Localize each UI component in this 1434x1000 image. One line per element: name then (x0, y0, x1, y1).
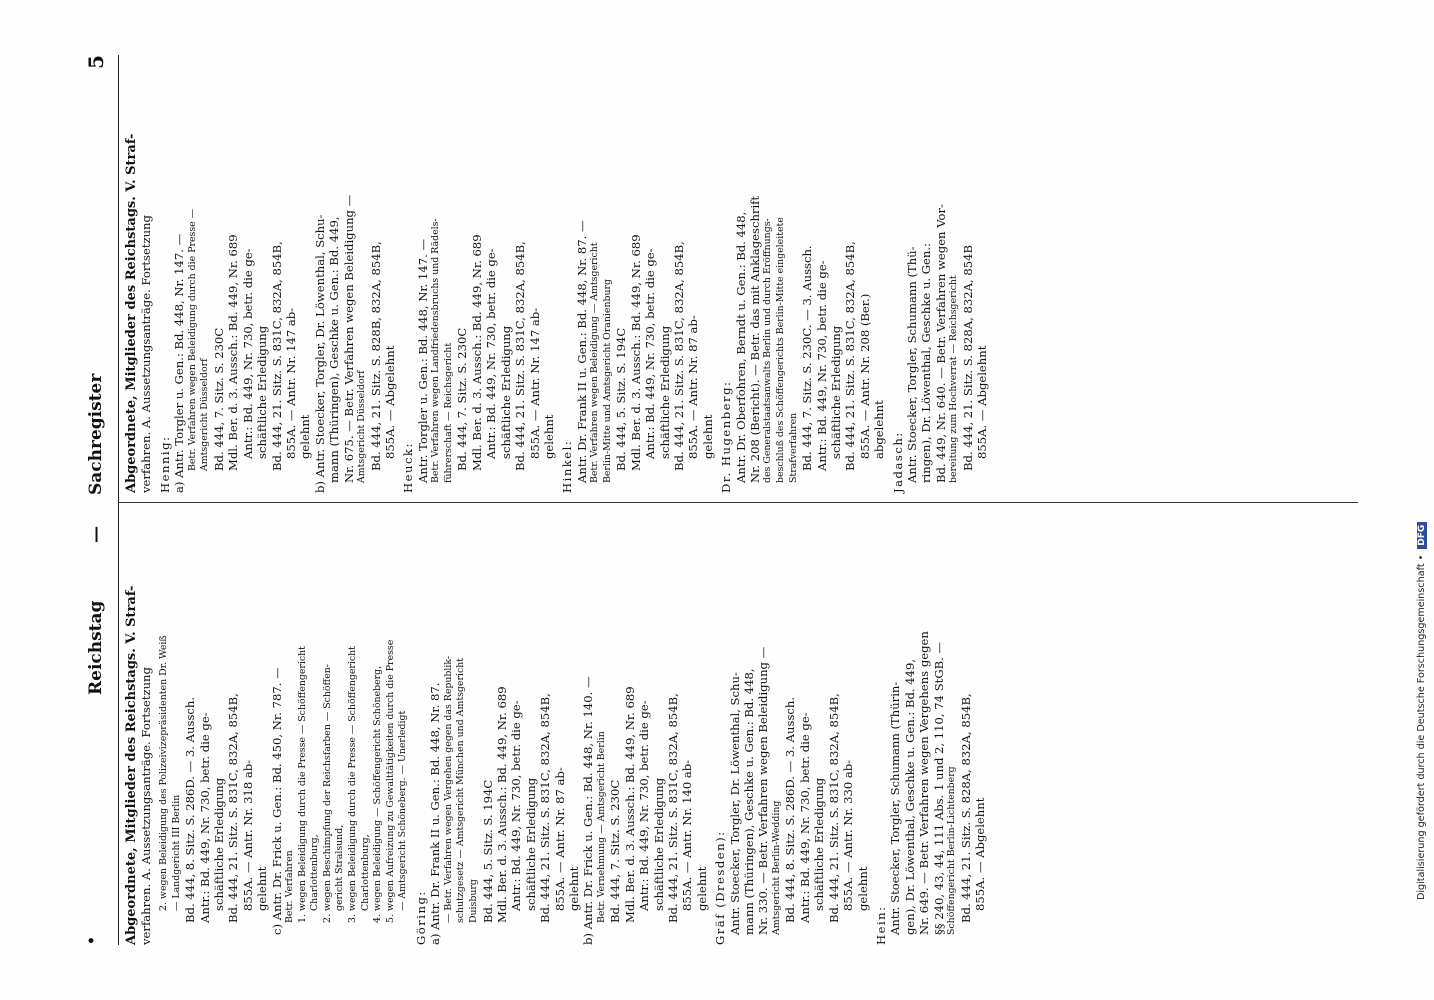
register-line: gelehnt (255, 866, 270, 911)
register-line: Charlottenburg, (359, 834, 371, 911)
register-line: beschluß des Schöffengerichts Berlin-Mitte eingeleitete (774, 217, 786, 483)
register-line: gelehnt (567, 866, 581, 911)
left-column (124, 515, 987, 945)
right-column-heading (124, 63, 154, 493)
register-line: Antr. Stoecker, Torgler, Dr. Löwenthal, Schu- (727, 672, 742, 935)
register-line: Bd. 444, 7. Sitz. S. 230C (212, 327, 226, 471)
header-left-title: Reichstag (86, 600, 106, 695)
register-line: schäftliche Erledigung (498, 325, 513, 459)
right-heading-sub: verfahren. A. Aussetzungsanträge. Fortsetzung (139, 215, 153, 493)
register-line: 855A. — Antr. Nr. 140 ab- (680, 759, 695, 911)
register-line: mann (Thüringen), Geschke u. Gen.: Bd. 449, (327, 216, 342, 483)
register-line: 855A. — Antr. Nr. 87 ab- (686, 315, 701, 459)
register-line: schäftliche Erledigung (828, 325, 843, 459)
register-line: — Landgericht III Berlin (170, 794, 182, 911)
register-line: Nr. 675. — Betr. Verfahren wegen Beleidigung — (341, 194, 356, 483)
right-heading-line: Abgeordnete, Mitglieder des Reichstags. V. Straf- (124, 133, 139, 493)
register-line: Bd. 449, Nr. 640. — Betr. Verfahren wegen Vor- (933, 204, 948, 483)
deputy-name: Jadasch: (890, 431, 905, 493)
register-line: Betr. Verfahren wegen Beleidigung — Amtsgericht (589, 242, 601, 483)
register-line: 3. wegen Beleidigung durch die Presse — Schöffengericht (347, 646, 358, 923)
register-line: — Betr. Verfahren wegen Vergehen gegen das Republik- (442, 655, 454, 923)
digitization-credit (1416, 0, 1430, 900)
column-divider (118, 502, 1358, 503)
register-line: gelehnt (298, 414, 313, 459)
register-line: Bd. 444, 21. Sitz. S. 831C, 832A, 854B, (666, 693, 681, 923)
header-right-title: Sachregister (86, 373, 106, 495)
register-line: Bd. 444, 7. Sitz. S. 230C (455, 327, 470, 471)
register-line: Antr. Stoecker, Torgler, Schumann (Thü- (905, 246, 919, 483)
register-line: Antr.: Bd. 449, Nr. 730, betr. die ge- (484, 248, 499, 459)
register-line: — Amtsgericht Schöneberg. — Unerledigt (397, 710, 409, 911)
register-line: mann (Thüringen), Geschke u. Gen.: Bd. 448, (742, 668, 757, 935)
deputy-name: Hennig: (158, 435, 172, 493)
register-line: Mdl. Ber. d. 3. Aussch.: Bd. 449, Nr. 689 (226, 234, 241, 471)
rotated-page-content (80, 55, 1360, 945)
right-column (124, 63, 990, 493)
register-line: Bd. 444, 21. Sitz. S. 831C, 832A, 854B, (826, 693, 841, 923)
register-line: schäftliche Erledigung (523, 777, 538, 911)
register-line: 855A. — Antr. Nr. 147 ab- (284, 307, 299, 459)
register-line: Strafverfahren (787, 412, 799, 483)
register-line: Berlin-Mitte und Amtsgericht Oranienburg (601, 278, 613, 483)
credit-text: Digitalisierung gefördert durch die Deutsche Forschungsgemeinschaft • (1416, 554, 1427, 900)
register-line: ringen), Dr. Löwenthal, Geschke u. Gen.: (919, 243, 934, 483)
register-line: schäftliche Erledigung (651, 777, 666, 911)
register-line: Mdl. Ber. d. 3. Aussch.: Bd. 449, Nr. 689 (469, 234, 484, 471)
deputy-name: Dr. Hugenberg: (719, 380, 734, 493)
register-line: schäftliche Erledigung (812, 777, 827, 911)
register-line: 855A. — Abgelehnt (972, 797, 987, 911)
register-line: gelehnt (855, 866, 870, 911)
register-line: Bd. 444, 8. Sitz. S. 286D. — 3. Aussch. (183, 696, 198, 923)
left-column-heading (124, 515, 154, 945)
register-line: Duisburg (467, 879, 479, 923)
register-line: führerschaft — Reichsgericht (442, 342, 454, 483)
deputy-name: Göring: (413, 890, 428, 945)
register-line: gelehnt (700, 414, 715, 459)
register-line: des Generalstaatsanwalts Berlin und durch Eröffnungs- (762, 218, 774, 483)
register-line: gen), Dr. Löwenthal, Geschke u. Gen.: Bd. 449, (902, 658, 917, 935)
register-line: Bd. 444, 8. Sitz. S. 286D. — 3. Aussch. (783, 696, 798, 923)
running-header (80, 55, 114, 945)
register-line: gelehnt (541, 414, 556, 459)
register-line: Mdl. Ber. d. 3. Aussch.: Bd. 449, Nr. 689 (628, 234, 643, 471)
register-line: Amtsgericht Berlin-Wedding (770, 800, 782, 935)
register-line: Betr. Verfahren wegen Landfriedensbruchs und Rädels- (430, 218, 442, 483)
register-line: 855A. — Antr. Nr. 330 ab- (841, 759, 856, 911)
register-line: Amtsgericht Düsseldorf (356, 370, 368, 483)
deputy-name: Hein: (873, 905, 888, 945)
register-line: bereitung zum Hochverrat — Reichsgericht (948, 275, 960, 483)
left-heading-line: Abgeordnete, Mitglieder des Reichstags. V. Straf- (124, 585, 139, 945)
register-line: abgelehnt (872, 400, 887, 459)
register-line: Bd. 444, 7. Sitz. S. 230C (608, 779, 623, 923)
register-line: 5. wegen Aufreizung zu Gewalttätigkeiten durch die Presse (384, 639, 396, 923)
register-line: Bd. 444, 21. Sitz. S. 831C, 832A, 854B, (538, 693, 553, 923)
right-column-entries (158, 63, 990, 493)
register-line: Antr.: Bd. 449, Nr. 730, betr. die ge- (197, 712, 212, 923)
register-line: 855A. — Abgelehnt (975, 345, 990, 459)
register-line: b) Antr. Stoecker, Torgler, Dr. Löwenthal, Schu- (312, 214, 327, 493)
register-line: schäftliche Erledigung (255, 325, 270, 459)
register-line: Bd. 444, 21. Sitz. S. 831C, 832A, 854B, (226, 693, 241, 923)
register-line: Antr.: Bd. 449, Nr. 730, betr. die ge- (509, 700, 524, 911)
register-line: Bd. 444, 21. Sitz. S. 831C, 832A, 854B, (269, 241, 284, 471)
register-line: Antr. Dr. Frank II u. Gen.: Bd. 448, Nr. 87. — (574, 220, 589, 483)
header-rule (118, 55, 119, 945)
register-line: 855A. — Abgelehnt (383, 345, 398, 459)
register-line: Nr. 330. — Betr. Verfahren wegen Beleidigung — (756, 646, 771, 935)
register-line: Betr. Verfahren wegen Beleidigung durch die Presse — (186, 208, 198, 471)
register-line: a) Antr. Torgler u. Gen.: Bd. 448, Nr. 147. — (172, 233, 187, 493)
register-line: Amtsgericht Düsseldorf (199, 358, 211, 471)
register-line: Bd. 444, 21. Sitz. S. 831C, 832A, 854B, (671, 241, 686, 471)
deputy-name: Heuck: (401, 442, 416, 493)
left-column-entries (158, 515, 987, 945)
header-dash: — (86, 526, 106, 543)
register-line: schutzgesetz — Amtsgericht München und Amtsgericht (455, 657, 467, 923)
register-line: Betr. Verfahren (284, 850, 296, 923)
register-line: 2. wegen Beleidigung des Polizeivizepräsidenten Dr. Weiß (158, 635, 169, 911)
register-line: Mdl. Ber. d. 3. Aussch.: Bd. 449, Nr. 689 (622, 686, 637, 923)
register-line: Bd. 444, 5. Sitz. S. 194C (614, 327, 629, 471)
register-line: 855A. — Antr. Nr. 87 ab- (552, 767, 567, 911)
left-heading-sub: verfahren. A. Aussetzungsanträge. Fortsetzung (139, 667, 153, 945)
register-line: gelehnt (694, 866, 709, 911)
register-line: Antr.: Bd. 449, Nr. 730, betr. die ge- (637, 700, 652, 911)
register-line: gericht Stralsund, (334, 824, 346, 911)
register-line: Charlottenburg, (309, 834, 321, 911)
register-line: 1. wegen Beleidigung durch die Presse — Schöffengericht (296, 646, 308, 923)
deputy-name: Hinkel: (560, 439, 575, 493)
register-line: Bd. 444, 7. Sitz. S. 230C. — 3. Aussch. (800, 245, 815, 471)
register-line: 855A. — Antr. Nr. 318 ab- (240, 759, 255, 911)
register-line: Antr. Torgler u. Gen.: Bd. 448, Nr. 147. — (415, 238, 430, 483)
register-line: Bd. 444, 21. Sitz. S. 828B, 832A, 854B, (368, 241, 383, 471)
register-line: Bd. 444, 21. Sitz. S. 828A, 832A, 854B, (958, 693, 973, 923)
register-line: Antr. Dr. Oberfohren, Berndt u. Gen.: Bd. 448, (733, 211, 748, 483)
register-line: Antr.: Bd. 449, Nr. 730, betr. die ge- (240, 248, 255, 459)
register-line: Bd. 444, 21. Sitz. S. 828A, 832A, 854B (960, 244, 975, 471)
register-line: Schöffengericht Berlin-Lichtenberg (945, 766, 957, 935)
register-line: 855A. — Antr. Nr. 208 (Ber.) (857, 293, 872, 459)
register-line: Nr. 208 (Bericht). — Betr. das mit Anklageschrift (747, 195, 762, 483)
register-line: Antr.: Bd. 449, Nr. 730, betr. die ge- (814, 260, 829, 471)
page-number: 5 (84, 55, 108, 69)
register-line: 2. wegen Beschimpfung der Reichsfarben — Schöffen- (321, 664, 333, 923)
register-line: 855A. — Antr. Nr. 147 ab- (527, 307, 542, 459)
register-line: 4. wegen Beleidigung — Schöffengericht Schöneberg, (372, 665, 384, 923)
register-line: Antr. Stoecker, Torgler, Schumann (Thürin- (888, 681, 903, 935)
dfg-logo: DFG (1417, 522, 1427, 549)
register-line: Nr. 649. — Betr. Verfahren wegen Vergehens gegen (917, 631, 932, 935)
register-line: Bd. 444, 21. Sitz. S. 831C, 832A, 854B, (513, 241, 528, 471)
register-line: c) Antr. Dr. Frick u. Gen.: Bd. 450, Nr. 787. — (269, 667, 284, 935)
register-line: Mdl. Ber. d. 3. Aussch.: Bd. 449, Nr. 689 (494, 686, 509, 923)
register-line: Betr. Vernehmung — Amtsgericht Berlin (595, 731, 607, 923)
register-line: Bd. 444, 21. Sitz. S. 831C, 832A, 854B, (843, 241, 858, 471)
register-line: schäftliche Erledigung (657, 325, 672, 459)
register-line: Antr.: Bd. 449, Nr. 730, betr. die ge- (643, 248, 658, 459)
register-line: §§ 240, 43, 44, 111 Abs. 1 und 2, 110, 74 StGB. — (931, 641, 946, 935)
header-dot: • (84, 936, 100, 945)
deputy-name: Gräf (Dresden): (713, 830, 728, 945)
register-line: schäftliche Erledigung (212, 777, 226, 911)
register-line: a) Antr. Dr. Frank II u. Gen.: Bd. 448, Nr. 87. (428, 682, 443, 945)
register-line: Antr.: Bd. 449, Nr. 730, betr. die ge- (797, 712, 812, 923)
register-line: Bd. 444, 5. Sitz. S. 194C (480, 779, 495, 923)
register-line: b) Antr. Dr. Frick u. Gen.: Bd. 448, Nr. 140. — (581, 676, 596, 945)
